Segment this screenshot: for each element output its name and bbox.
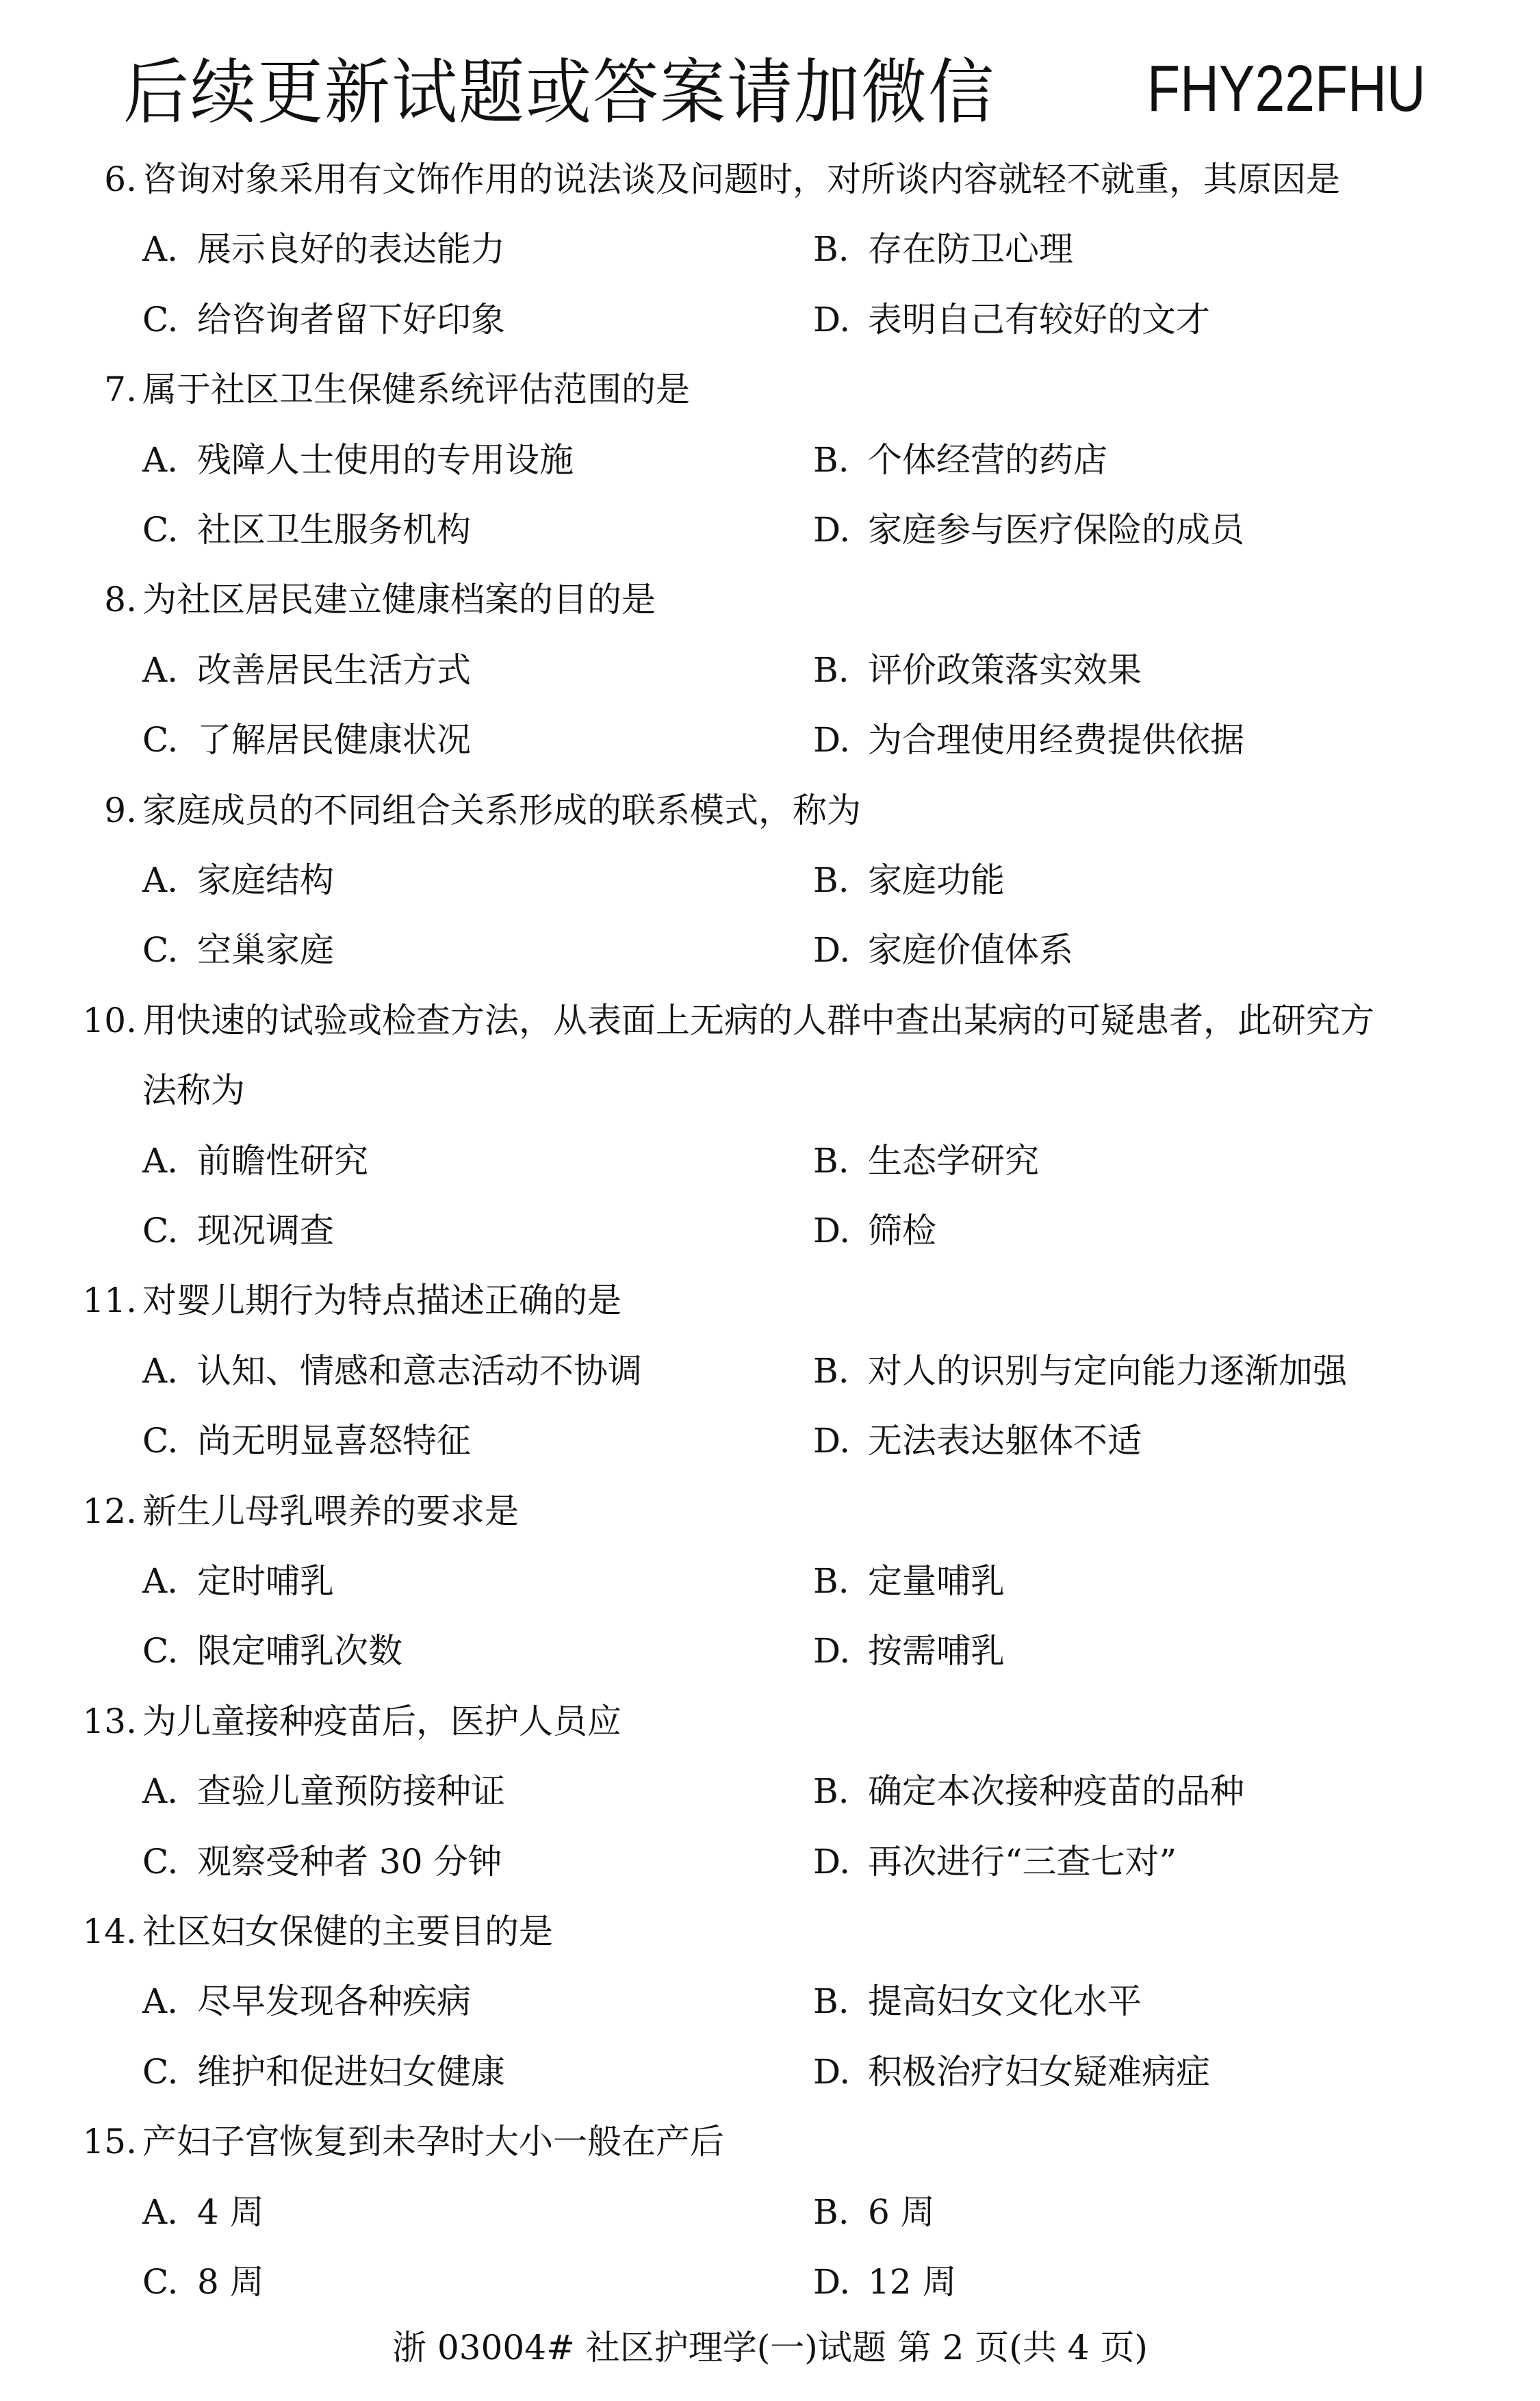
answer-option: [142, 2192, 264, 2233]
option-label: D.: [813, 299, 851, 339]
answer-option: [142, 1841, 502, 1882]
answer-option: [142, 299, 505, 340]
option-text: 表明自己有较好的文才: [868, 299, 1210, 339]
answer-option: [142, 2051, 505, 2092]
option-text: 家庭价值体系: [868, 930, 1073, 971]
option-label: D.: [813, 1841, 851, 1882]
answer-option: [142, 229, 505, 270]
option-text: 再次进行“三查七对”: [868, 1841, 1177, 1882]
question-text: 为儿童接种疫苗后，医护人员应: [142, 1701, 621, 1741]
option-label: C.: [142, 1211, 179, 1250]
option-text: 认知、情感和意志活动不协调: [197, 1350, 642, 1391]
option-label: C.: [142, 510, 179, 550]
option-label: B.: [813, 229, 849, 270]
option-label: D.: [813, 510, 851, 550]
question-number: 10.: [82, 1000, 137, 1040]
answer-option: [813, 1561, 1005, 1602]
question-number: 14.: [82, 1912, 137, 1951]
option-label: B.: [813, 650, 849, 690]
answer-option: [142, 509, 471, 550]
option-label: C.: [142, 2051, 179, 2092]
option-label: B.: [813, 1140, 849, 1181]
question-text: 用快速的试验或检查方法，从表面上无病的人群中查出某病的可疑患者，此研究方: [142, 1000, 1374, 1040]
option-text: 残障人士使用的专用设施: [197, 439, 574, 480]
option-text: 改善居民生活方式: [197, 650, 471, 690]
option-label: C.: [142, 2262, 179, 2302]
option-label: C.: [142, 299, 179, 339]
question-text: 对婴儿期行为特点描述正确的是: [142, 1281, 621, 1321]
question-number: 7.: [104, 370, 137, 410]
header-notice: 后续更新试题或答案请加微信: [123, 51, 995, 134]
option-text: 社区卫生服务机构: [197, 510, 471, 550]
answer-option: [813, 2051, 1210, 2092]
question-text: 社区妇女保健的主要目的是: [142, 1912, 553, 1951]
option-text: 个体经营的药店: [868, 439, 1107, 480]
option-text: 定量哺乳: [868, 1561, 1005, 1601]
answer-option: [142, 1771, 505, 1812]
answer-option: [813, 1210, 936, 1251]
option-label: A.: [142, 439, 179, 480]
option-label: A.: [142, 1350, 179, 1391]
watermark-header: [123, 48, 1478, 134]
option-label: A.: [142, 1981, 179, 2022]
question-number: 12.: [82, 1491, 137, 1531]
option-text: 12 周: [868, 2262, 957, 2302]
answer-option: [813, 1841, 1177, 1882]
question-text: 家庭成员的不同组合关系形成的联系模式，称为: [142, 790, 861, 830]
answer-option: [142, 1140, 368, 1181]
option-text: 确定本次接种疫苗的品种: [868, 1771, 1244, 1812]
header-wechat-id: FHY22FHU: [1147, 52, 1426, 125]
option-text: 存在防卫心理: [868, 229, 1073, 270]
question-text: 咨询对象采用有文饰作用的说法谈及问题时，对所谈内容就轻不就重，其原因是: [142, 159, 1340, 199]
option-text: 8 周: [197, 2262, 264, 2302]
answer-option: [813, 1140, 1039, 1181]
answer-option: [142, 1630, 402, 1671]
question-text: 属于社区卫生保健系统评估范围的是: [142, 370, 690, 410]
option-label: D.: [813, 1421, 851, 1461]
option-text: 空巢家庭: [197, 930, 334, 971]
question-text: 新生儿母乳喂养的要求是: [142, 1491, 519, 1531]
option-text: 维护和促进妇女健康: [197, 2051, 505, 2092]
option-text: 家庭功能: [868, 860, 1005, 900]
answer-option: [813, 1350, 1347, 1391]
option-label: B.: [813, 1771, 849, 1812]
question-number: 6.: [104, 159, 137, 199]
option-label: C.: [142, 720, 179, 760]
option-text: 观察受种者 30 分钟: [197, 1841, 502, 1882]
option-text: 为合理使用经费提供依据: [868, 720, 1244, 760]
option-label: A.: [142, 860, 179, 900]
answer-option: [813, 1630, 1005, 1671]
answer-option: [813, 1981, 1142, 2022]
option-label: A.: [142, 1140, 179, 1181]
option-text: 6 周: [868, 2192, 935, 2232]
option-label: D.: [813, 2051, 851, 2092]
option-text: 查验儿童预防接种证: [197, 1771, 505, 1812]
option-label: C.: [142, 1841, 179, 1882]
answer-option: [813, 650, 1142, 691]
option-text: 定时哺乳: [197, 1561, 334, 1601]
answer-option: [813, 2261, 957, 2302]
option-text: 给咨询者留下好印象: [197, 299, 505, 339]
answer-option: [813, 439, 1107, 480]
answer-option: [813, 1420, 1142, 1461]
question-text: 为社区居民建立健康档案的目的是: [142, 580, 656, 620]
option-label: B.: [813, 860, 849, 900]
answer-option: [142, 1420, 471, 1461]
question-number: 8.: [104, 580, 137, 620]
answer-option: [813, 229, 1073, 270]
answer-option: [142, 860, 334, 901]
answer-option: [142, 2261, 264, 2302]
option-text: 4 周: [197, 2192, 264, 2232]
answer-option: [142, 719, 471, 760]
option-label: C.: [142, 930, 179, 971]
option-label: D.: [813, 1631, 851, 1671]
option-label: A.: [142, 1561, 179, 1601]
page-footer: 浙 03004# 社区护理学(一)试题 第 2 页(共 4 页): [392, 2328, 1148, 2367]
option-text: 按需哺乳: [868, 1631, 1005, 1671]
option-text: 现况调查: [197, 1211, 334, 1250]
option-label: D.: [813, 2262, 851, 2302]
question-text: 产妇子宫恢复到未孕时大小一般在产后: [142, 2122, 724, 2162]
question-number: 13.: [82, 1701, 137, 1741]
question-number: 15.: [82, 2122, 137, 2162]
option-label: B.: [813, 1561, 849, 1601]
option-label: D.: [813, 1211, 851, 1250]
answer-option: [813, 860, 1005, 901]
option-text: 家庭参与医疗保险的成员: [868, 510, 1244, 550]
option-text: 了解居民健康状况: [197, 720, 471, 760]
answer-option: [142, 650, 471, 691]
answer-option: [813, 2192, 935, 2233]
option-text: 对人的识别与定向能力逐渐加强: [868, 1350, 1347, 1391]
option-text: 家庭结构: [197, 860, 334, 900]
answer-option: [813, 299, 1210, 340]
question-number: 9.: [104, 790, 137, 830]
option-text: 评价政策落实效果: [868, 650, 1142, 690]
option-label: A.: [142, 229, 179, 270]
option-label: C.: [142, 1631, 179, 1671]
answer-option: [142, 1210, 334, 1251]
option-label: B.: [813, 1350, 849, 1391]
answer-option: [142, 929, 334, 971]
option-text: 限定哺乳次数: [197, 1631, 402, 1671]
answer-option: [142, 1981, 471, 2022]
question-number: 11.: [82, 1281, 137, 1321]
option-label: D.: [813, 720, 851, 760]
option-label: C.: [142, 1421, 179, 1461]
option-text: 筛检: [868, 1211, 936, 1250]
option-text: 提高妇女文化水平: [868, 1981, 1142, 2022]
question-text: 法称为: [142, 1070, 245, 1111]
option-label: A.: [142, 2192, 179, 2232]
option-text: 积极治疗妇女疑难病症: [868, 2051, 1210, 2092]
answer-option: [813, 509, 1244, 550]
option-text: 展示良好的表达能力: [197, 229, 505, 270]
option-label: D.: [813, 930, 851, 971]
answer-option: [142, 1561, 334, 1602]
option-label: A.: [142, 650, 179, 690]
answer-option: [813, 1771, 1244, 1812]
answer-option: [813, 929, 1073, 971]
option-text: 无法表达躯体不适: [868, 1421, 1142, 1461]
option-text: 尚无明显喜怒特征: [197, 1421, 471, 1461]
answer-option: [142, 1350, 642, 1391]
option-label: B.: [813, 439, 849, 480]
answer-option: [142, 439, 574, 480]
option-text: 前瞻性研究: [197, 1140, 368, 1181]
option-label: B.: [813, 2192, 849, 2232]
option-label: A.: [142, 1771, 179, 1812]
option-text: 尽早发现各种疾病: [197, 1981, 471, 2022]
answer-option: [813, 719, 1244, 760]
option-label: B.: [813, 1981, 849, 2022]
option-text: 生态学研究: [868, 1140, 1039, 1181]
